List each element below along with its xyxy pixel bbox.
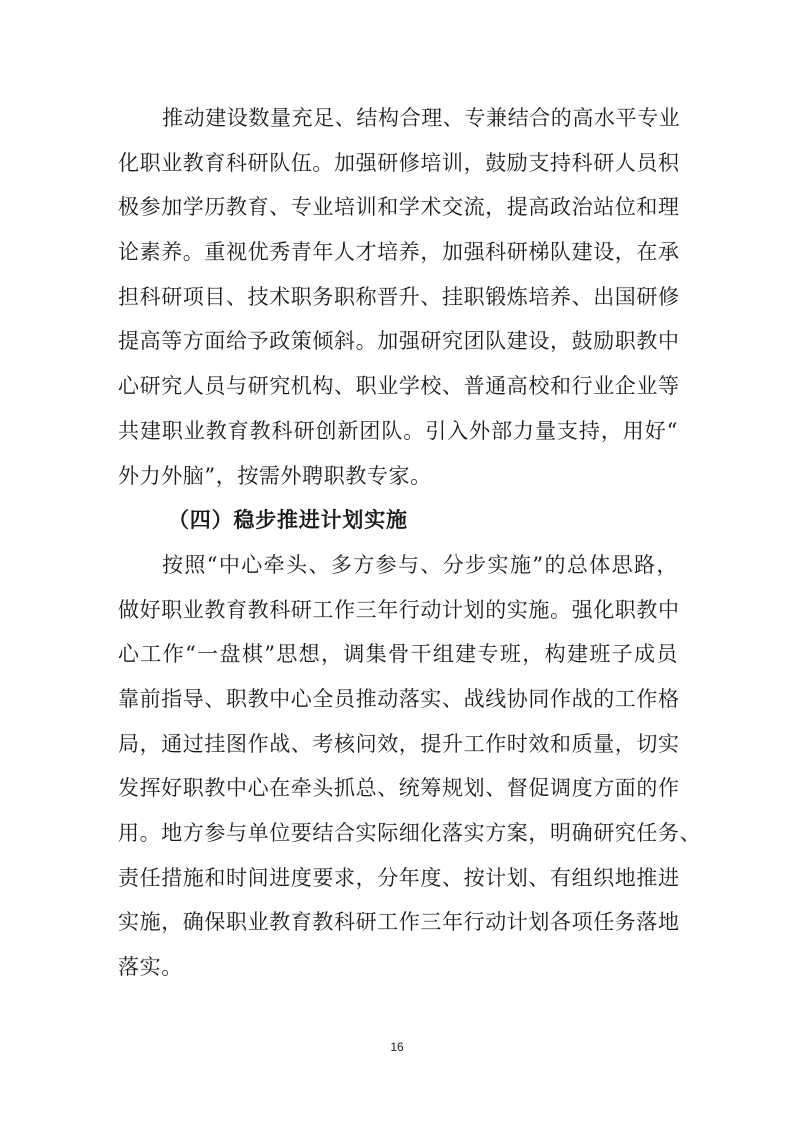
paragraph-line: 发挥好职教中心在牵头抓总、统筹规划、督促调度方面的作 (118, 776, 680, 801)
paragraph-line: 外力外脑”，按需外聘职教专家。 (118, 463, 432, 488)
paragraph-line: 落实。 (118, 955, 183, 980)
paragraph-line: 靠前指导、职教中心全员推动落实、战线协同作战的工作格 (118, 686, 680, 711)
paragraph-line: 做好职业教育教科研工作三年行动计划的实施。强化职教中 (118, 597, 680, 622)
paragraph-line: 用。地方参与单位要结合实际细化落实方案，明确研究任务、 (118, 821, 702, 845)
document-body (118, 96, 702, 990)
paragraph-line: 论素养。重视优秀青年人才培养，加强科研梯队建设，在承 (118, 240, 680, 265)
paragraph-line: 共建职业教育教科研创新团队。引入外部力量支持，用好“ (118, 418, 678, 443)
section-heading: （四）稳步推进计划实施 (168, 508, 408, 533)
paragraph-implementation (118, 543, 702, 990)
paragraph-line: 心研究人员与研究机构、职业学校、普通高校和行业企业等 (118, 374, 680, 399)
paragraph-line: 化职业教育科研队伍。加强研修培训，鼓励支持科研人员积 (118, 150, 680, 175)
paragraph-line: 按照“中心牵头、多方参与、分步实施”的总体思路， (162, 552, 678, 577)
paragraph-line: 责任措施和时间进度要求，分年度、按计划、有组织地推进 (118, 865, 680, 890)
paragraph-line: 推动建设数量充足、结构合理、专兼结合的高水平专业 (162, 106, 681, 130)
paragraph-line: 担科研项目、技术职务职称晋升、挂职锻炼培养、出国研修 (118, 284, 680, 309)
page-number: 16 (390, 1040, 404, 1054)
paragraph-line: 实施，确保职业教育教科研工作三年行动计划各项任务落地 (118, 910, 680, 935)
paragraph-team-building (118, 96, 681, 498)
paragraph-line: 局，通过挂图作战、考核问效，提升工作时效和质量，切实 (118, 731, 680, 756)
paragraph-line: 极参加学历教育、专业培训和学术交流，提高政治站位和理 (118, 195, 680, 220)
paragraph-line: 提高等方面给予政策倾斜。加强研究团队建设，鼓励职教中 (118, 329, 680, 354)
paragraph-line: 心工作“一盘棋”思想，调集骨干组建专班，构建班子成员 (118, 642, 678, 667)
